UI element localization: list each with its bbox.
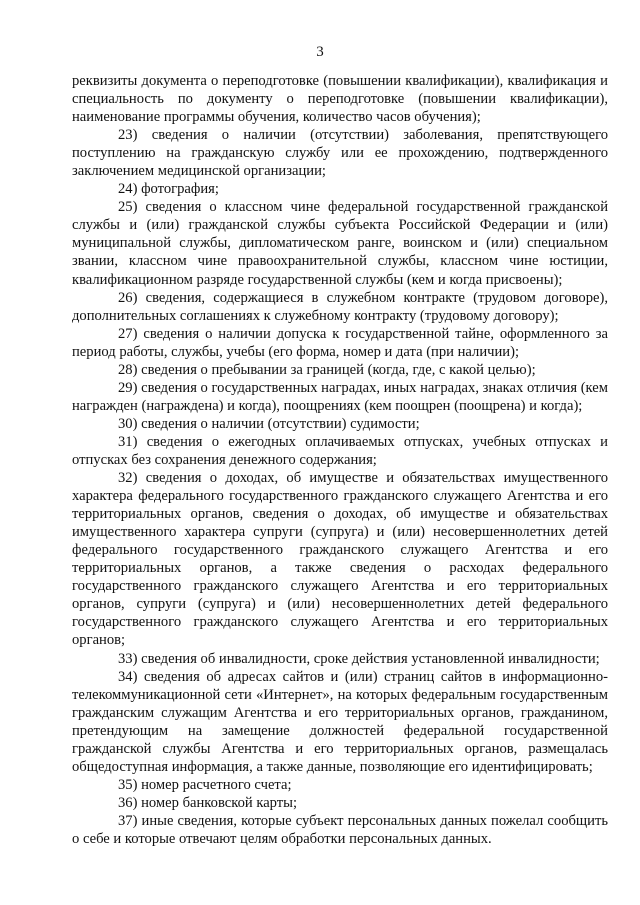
list-item-31: 31) сведения о ежегодных оплачиваемых отпусках, учебных отпусках и отпусках без сохранения денежного содержания;	[72, 433, 608, 468]
list-item-32: 32) сведения о доходах, об имуществе и обязательствах имущественного характера федерального государственного гражданского служащего Агентства и его территориальных органов, сведения о доходах, об имуществе и обязательствах имущественного характера супруги (супруга) и (или) несовершеннолетних детей федерального государственного гражданского служащего Агентства и его территориальных органов, а также сведения о расходах федерального государственного гражданского служащего Агентства и его территориальных органов, супруги (супруга) и (или) несовершеннолетних детей федерального государственного гражданского служащего Агентства и его территориальных органов;	[72, 470, 608, 649]
list-item-35: 35) номер расчетного счета;	[118, 776, 292, 793]
list-item-24: 24) фотография;	[118, 181, 219, 198]
list-item-30: 30) сведения о наличии (отсутствии) судимости;	[118, 415, 420, 432]
list-item-27: 27) сведения о наличии допуска к государственной тайне, оформленного за период работы, службы, учебы (его форма, номер и дата (при наличии);	[72, 325, 608, 360]
list-item-26: 26) сведения, содержащиеся в служебном контракте (трудовом договоре), дополнительных соглашениях к служебному контракту (трудовому договору);	[72, 289, 608, 324]
list-item-36: 36) номер банковской карты;	[118, 794, 298, 811]
list-item-28: 28) сведения о пребывании за границей (когда, где, с какой целью);	[118, 361, 536, 378]
list-item-37: 37) иные сведения, которые субъект персональных данных пожелал сообщить о себе и которые отвечают целям обработки персональных данных.	[72, 812, 608, 847]
list-item-25: 25) сведения о классном чине федеральной государственной гражданской службы и (или) гражданской службы субъекта Российской Федерации и (или) муниципальной службы, дипломатическом ранге, воинском и (или) специальном звании, классном чине правоохранительной службы, классном чине юстиции, квалификационном разряде государственной службы (кем и когда присвоены);	[72, 199, 608, 288]
list-item-29: 29) сведения о государственных наградах, иных наградах, знаках отличия (кем награжден (награждена) и когда), поощрениях (кем поощрен (поощрена) и когда);	[72, 379, 608, 414]
document-body	[72, 72, 608, 848]
paragraph-continuation: реквизиты документа о переподготовке (повышении квалификации), квалификация и специальность по документу о переподготовке (повышении квалификации), наименование программы обучения, количество часов обучения);	[72, 73, 608, 126]
page-number: 3	[316, 44, 324, 60]
list-item-33: 33) сведения об инвалидности, сроке действия установленной инвалидности;	[118, 650, 600, 667]
list-item-34: 34) сведения об адресах сайтов и (или) страниц сайтов в информационно-телекоммуникационной сети «Интернет», на которых федеральным государственным гражданским служащим Агентства и его территориальных органов, гражданином, претендующим на замещение должностей федеральной государственной гражданской службы Агентства и его территориальных органов, размещалась общедоступная информация, а также данные, позволяющие его идентифицировать;	[72, 668, 608, 775]
list-item-23: 23) сведения о наличии (отсутствии) заболевания, препятствующего поступлению на гражданскую службу или ее прохождению, подтвержденного заключением медицинской организации;	[72, 127, 608, 180]
